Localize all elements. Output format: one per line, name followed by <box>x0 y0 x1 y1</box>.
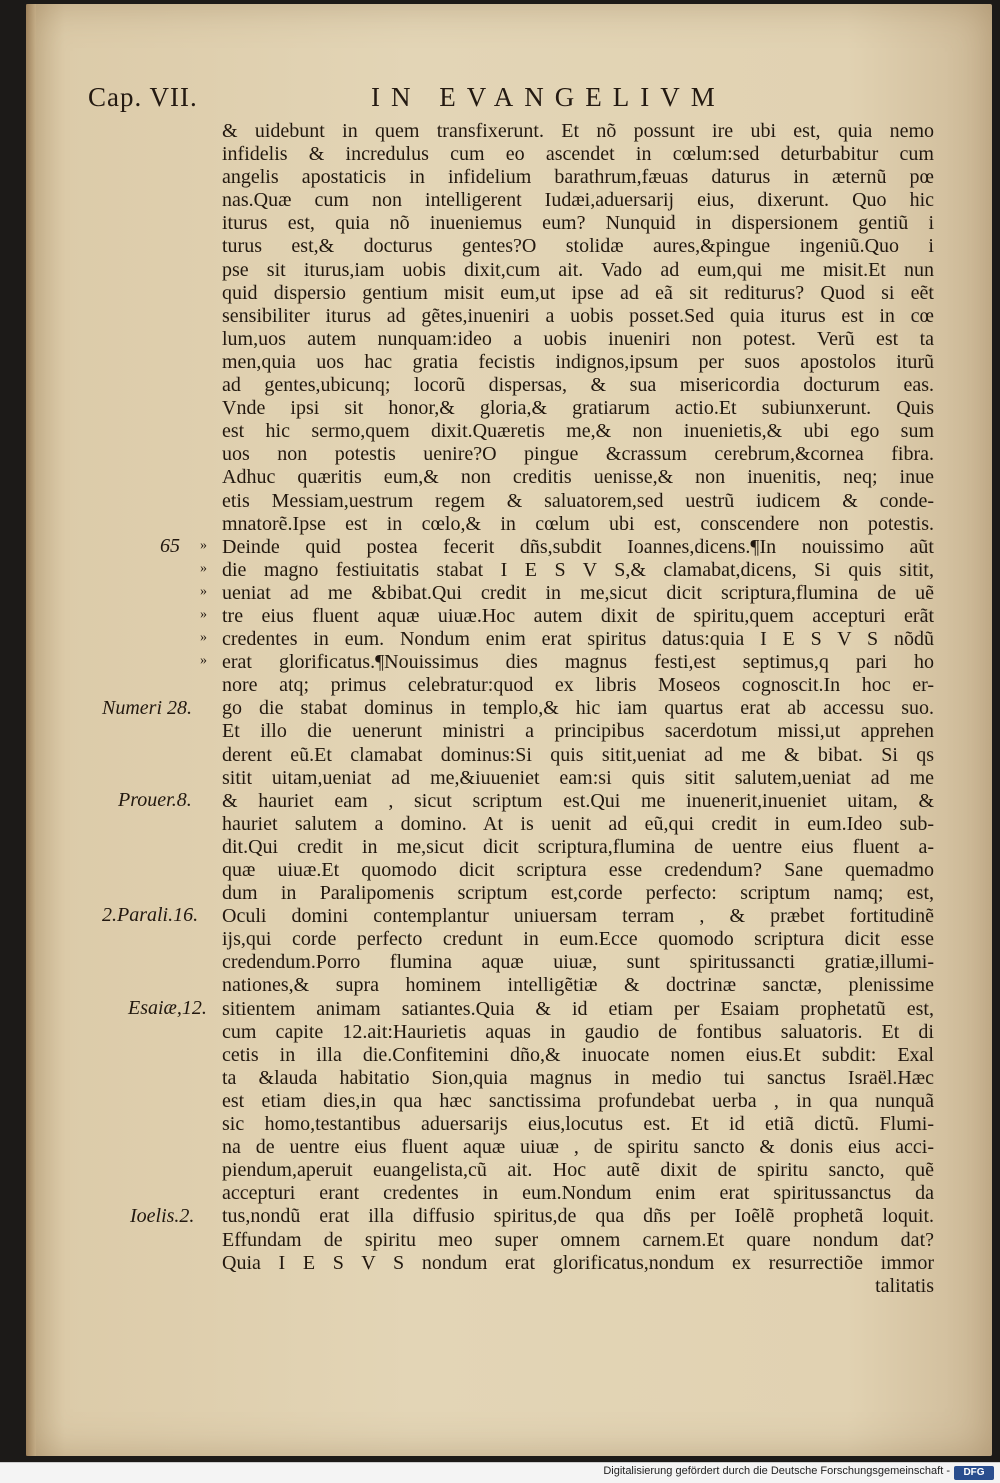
chapter-label: Cap. VII. <box>88 82 198 112</box>
text-line: tus,nondũ erat illa diffusio spiritus,de qua dñs per Ioẽlẽ prophetã loquit. <box>222 1205 934 1228</box>
text-line: & hauriet eam , sicut scriptum est.Qui me inuenerit,inueniet uitam, & <box>222 789 934 812</box>
text-line: cetis in illa die.Confitemini dño,& inuocate nomen eius.Et subdit: Exal <box>222 1043 934 1066</box>
text-line: hauriet salutem a domino. At is uenit ad eũ,qui credit in eum.Ideo sub- <box>222 812 934 835</box>
text-line: iturus est, quia nõ inueniemus eum? Nunquid in dispersionem gentiũ i <box>222 212 934 235</box>
text-line: nore atq; primus celebratur:quod ex libris Moseos cognoscit.In hoc er- <box>222 674 934 697</box>
text-line: credentes in eum. Nondum enim erat spiritus datus:quia I E S V S nõdũ <box>222 628 934 651</box>
text-line: cum capite 12.ait:Haurietis aquas in gaudio de fontibus saluatoris. Et di <box>222 1020 934 1043</box>
text-line: Vnde ipsi sit honor,& gloria,& gratiarum actio.Et subiunxerunt. Quis <box>222 397 934 420</box>
text-line: Effundam de spiritu meo super omnem carnem.Et quare nondum dat? <box>222 1228 934 1251</box>
text-line: mnatorẽ.Ipse est in cœlo,& in cœlum ubi est, conscendere non potestis. <box>222 512 934 535</box>
text-line: sitientem animam satiantes.Quia & id etiam per Esaiam prophetatũ est, <box>222 997 934 1020</box>
text-line: dit.Qui credit in me,sicut dicit scriptura,flumina de uentre eius fluent a- <box>222 835 934 858</box>
footer-credit: Digitalisierung gefördert durch die Deutsche Forschungsgemeinschaft - <box>603 1465 950 1477</box>
margin-note: Ioelis.2. <box>130 1204 195 1227</box>
text-line: turus est,& docturus gentes?O stolidæ aures,&pingue ingeniũ.Quo i <box>222 235 934 258</box>
text-line: nas.Quæ cum non intelligerent Iudæi,aduersarij eius, dixerunt. Quo hic <box>222 189 934 212</box>
text-line: Adhuc quæritis eum,& non creditis uenisse,& non inuenitis, neq; inue <box>222 466 934 489</box>
text-line: die magno festiuitatis stabat I E S V S,& clamabat,dicens, Si quis sitit, <box>222 558 934 581</box>
text-line: sitit uitam,ueniat ad me,&iuueniet eam:si quis sitit salutem,ueniat ad me <box>222 766 934 789</box>
text-line: ijs,qui corde perfecto credunt in eum.Ecce quomodo scriptura dicit esse <box>222 928 934 951</box>
footer-bar <box>0 1462 1000 1483</box>
text-line: tre eius fluent aquæ uiuæ.Hoc autem dixit de spiritu,quem accepturi erãt <box>222 604 934 627</box>
text-line: quæ uiuæ.Et quomodo dicit scriptura esse credendum? Sane quemadmo <box>222 859 934 881</box>
margin-note: Esaiæ,12. <box>128 996 207 1019</box>
text-line: derent eũ.Et clamabat dominus:Si quis sitit,ueniat ad me & bibat. Si qs <box>222 743 934 766</box>
running-title: IN EVANGELIVM <box>371 82 726 112</box>
margin-note: Numeri 28. <box>102 696 192 719</box>
dfg-logo: DFG <box>954 1466 994 1480</box>
text-line: infidelis & incredulus cum eo ascendet in cœlum:sed deturbabitur cum <box>222 143 934 166</box>
text-line: est etiam dies,in qua hæc sanctissima profundebat uerba , in qua nunquã <box>222 1089 934 1112</box>
text-line: Quia I E S V S nondum erat glorificatus,nondum ex resurrectiõe immor <box>222 1251 934 1274</box>
text-line: accepturi erant credentes in eum.Nondum enim erat spiritussanctus da <box>222 1182 934 1205</box>
page-spine-shadow <box>26 4 36 1456</box>
text-line: pse sit iturus,iam uobis dixit,cum ait. Vado ad eum,qui me misit.Et nun <box>222 258 934 281</box>
text-line: uos non potestis uenire?O pingue &crassum cerebrum,&cornea fibra. <box>222 443 934 466</box>
body-text-block <box>222 120 934 1298</box>
text-line: Deinde quid postea fecerit dñs,subdit Ioannes,dicens.¶In nouissimo aũt <box>222 535 934 558</box>
margin-note: 65 <box>160 534 180 557</box>
text-line: & uidebunt in quem transfixerunt. Et nõ possunt ire ubi est, quia nemo <box>222 120 934 142</box>
text-line: erat glorificatus.¶Nouissimus dies magnus festi,est septimus,q pari ho <box>222 651 934 674</box>
text-line: na de uentre eius fluent aquæ uiuæ , de spiritu sancto & donis eius acci- <box>222 1136 934 1159</box>
quotation-marker: » <box>200 560 206 576</box>
book-page <box>26 4 992 1456</box>
margin-note: 2.Parali.16. <box>102 904 199 927</box>
text-line: credendum.Porro flumina aquæ uiuæ, sunt spiritussancti gratiæ,illumi- <box>222 951 934 974</box>
text-line: ta &lauda habitatio Sion,quia magnus in medio tui sanctus Israël.Hæc <box>222 1066 934 1089</box>
text-line: go die stabat dominus in templo,& hic iam quartus erat ab accessu suo. <box>222 697 934 720</box>
text-line: sensibiliter iturus ad gẽtes,inueniri a uobis posset.Sed quia iturus est in cœ <box>222 304 934 327</box>
text-line: piendum,aperuit euangelista,cũ ait. Hoc autẽ dixit de spiritu sancto, quẽ <box>222 1159 934 1182</box>
text-line: est hic sermo,quem dixit.Quæretis me,& non inuenietis,& ubi ego sum <box>222 420 934 443</box>
quotation-marker: » <box>200 630 206 646</box>
running-header <box>26 82 992 118</box>
text-line: ad gentes,ubicunq; locorũ dispersas, & sua misericordia docturum eas. <box>222 374 934 397</box>
text-line: men,quia uos hac gratia fecistis indignos,ipsum per suos apostolos iturũ <box>222 350 934 373</box>
quotation-marker: » <box>200 653 206 669</box>
text-line: sic homo,testantibus aduersarijs eius,locutus est. Et id etiã dictũ. Flumi- <box>222 1113 934 1136</box>
quotation-marker: » <box>200 537 206 553</box>
text-line: ueniat ad me &bibat.Qui credit in me,sicut dicit scriptura,flumina de uẽ <box>222 581 934 604</box>
margin-note: Prouer.8. <box>118 788 192 811</box>
text-line: angelis apostaticis in infidelium barathrum,fæuas daturus in æternũ pœ <box>222 166 934 189</box>
text-line: etis Messiam,uestrum regem & saluatorem,sed uestrũ iudicem & conde- <box>222 489 934 512</box>
text-line: nationes,& supra hominem intelligẽtiæ & doctrinæ sanctæ, plenissime <box>222 974 934 997</box>
text-line: lum,uos autem nunquam:ideo a uobis inueniri non potest. Verũ est ta <box>222 327 934 350</box>
text-line: quid dispersio gentium misit eum,ut ipse ad eã sit rediturus? Quod si eẽt <box>222 281 934 304</box>
text-line: Et illo die uenerunt ministri a principibus sacerdotum missi,ut apprehen <box>222 720 934 743</box>
quotation-marker: » <box>200 584 206 599</box>
quotation-marker: » <box>200 607 206 623</box>
text-line: Oculi domini contemplantur uniuersam terram , & præbet fortitudinẽ <box>222 905 934 928</box>
text-line: talitatis <box>875 1274 934 1297</box>
text-line: dum in Paralipomenis scriptum est,corde perfecto: scriptum namq; est, <box>222 882 934 905</box>
